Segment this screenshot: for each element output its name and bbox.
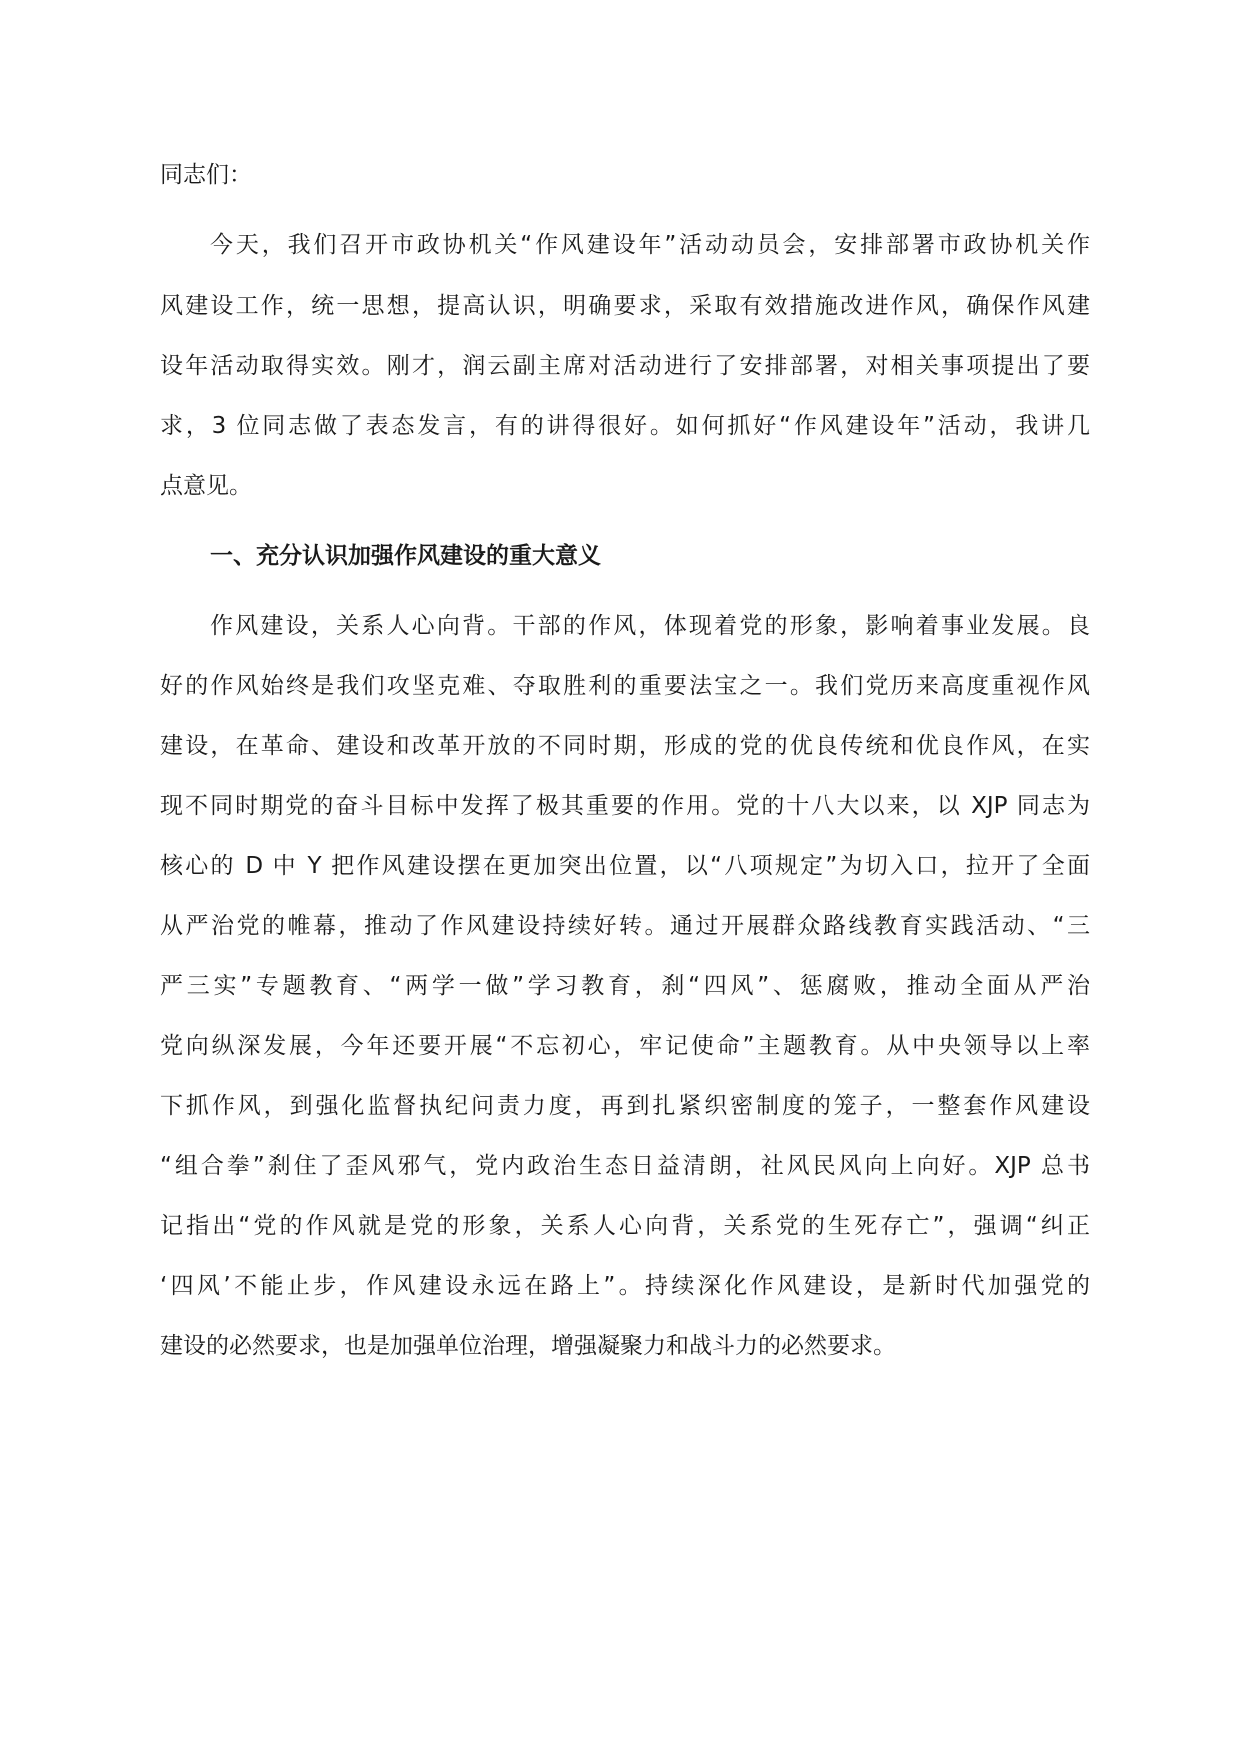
body-line-9: 下抓作风，到强化监督执纪问责力度，再到扎紧织密制度的笼子，一整套作风建设 (160, 1093, 1090, 1119)
body-line-13: 建设的必然要求，也是加强单位治理，增强凝聚力和战斗力的必然要求。 (160, 1333, 896, 1359)
body-line-1: 作风建设，关系人心向背。干部的作风，体现着党的形象，影响着事业发展。良 (210, 613, 1090, 639)
intro-line-5: 点意见。 (160, 473, 252, 499)
section-heading: 一、充分认识加强作风建设的重大意义 (210, 543, 601, 569)
body-line-5: 核心的 D 中 Y 把作风建设摆在更加突出位置，以“八项规定”为切入口，拉开了全面 (160, 853, 1090, 879)
body-line-7: 严三实”专题教育、“两学一做”学习教育，刹“四风”、惩腐败，推动全面从严治 (160, 973, 1090, 999)
body-line-4: 现不同时期党的奋斗目标中发挥了极其重要的作用。党的十八大以来，以 XJP 同志为 (160, 793, 1090, 819)
body-line-2: 好的作风始终是我们攻坚克难、夺取胜利的重要法宝之一。我们党历来高度重视作风 (160, 673, 1090, 699)
body-line-8: 党向纵深发展，今年还要开展“不忘初心，牢记使命”主题教育。从中央领导以上率 (160, 1033, 1090, 1059)
document-page (160, 0, 1090, 1754)
body-line-3: 建设，在革命、建设和改革开放的不同时期，形成的党的优良传统和优良作风，在实 (160, 733, 1090, 759)
body-line-6: 从严治党的帷幕，推动了作风建设持续好转。通过开展群众路线教育实践活动、“三 (160, 913, 1090, 939)
body-line-12: ‘四风’不能止步，作风建设永远在路上”。持续深化作风建设，是新时代加强党的 (160, 1273, 1090, 1299)
intro-line-2: 风建设工作，统一思想，提高认识，明确要求，采取有效措施改进作风，确保作风建 (160, 293, 1090, 319)
intro-line-1: 今天，我们召开市政协机关“作风建设年”活动动员会，安排部署市政协机关作 (210, 232, 1090, 258)
intro-line-4: 求，3 位同志做了表态发言，有的讲得很好。如何抓好“作风建设年”活动，我讲几 (160, 413, 1090, 439)
body-line-10: “组合拳”刹住了歪风邪气，党内政治生态日益清朗，社风民风向上向好。XJP 总书 (160, 1153, 1090, 1179)
intro-line-3: 设年活动取得实效。刚才，润云副主席对活动进行了安排部署，对相关事项提出了要 (160, 353, 1090, 379)
body-line-11: 记指出“党的作风就是党的形象，关系人心向背，关系党的生死存亡”，强调“纠正 (160, 1213, 1090, 1239)
salutation: 同志们： (160, 162, 252, 188)
